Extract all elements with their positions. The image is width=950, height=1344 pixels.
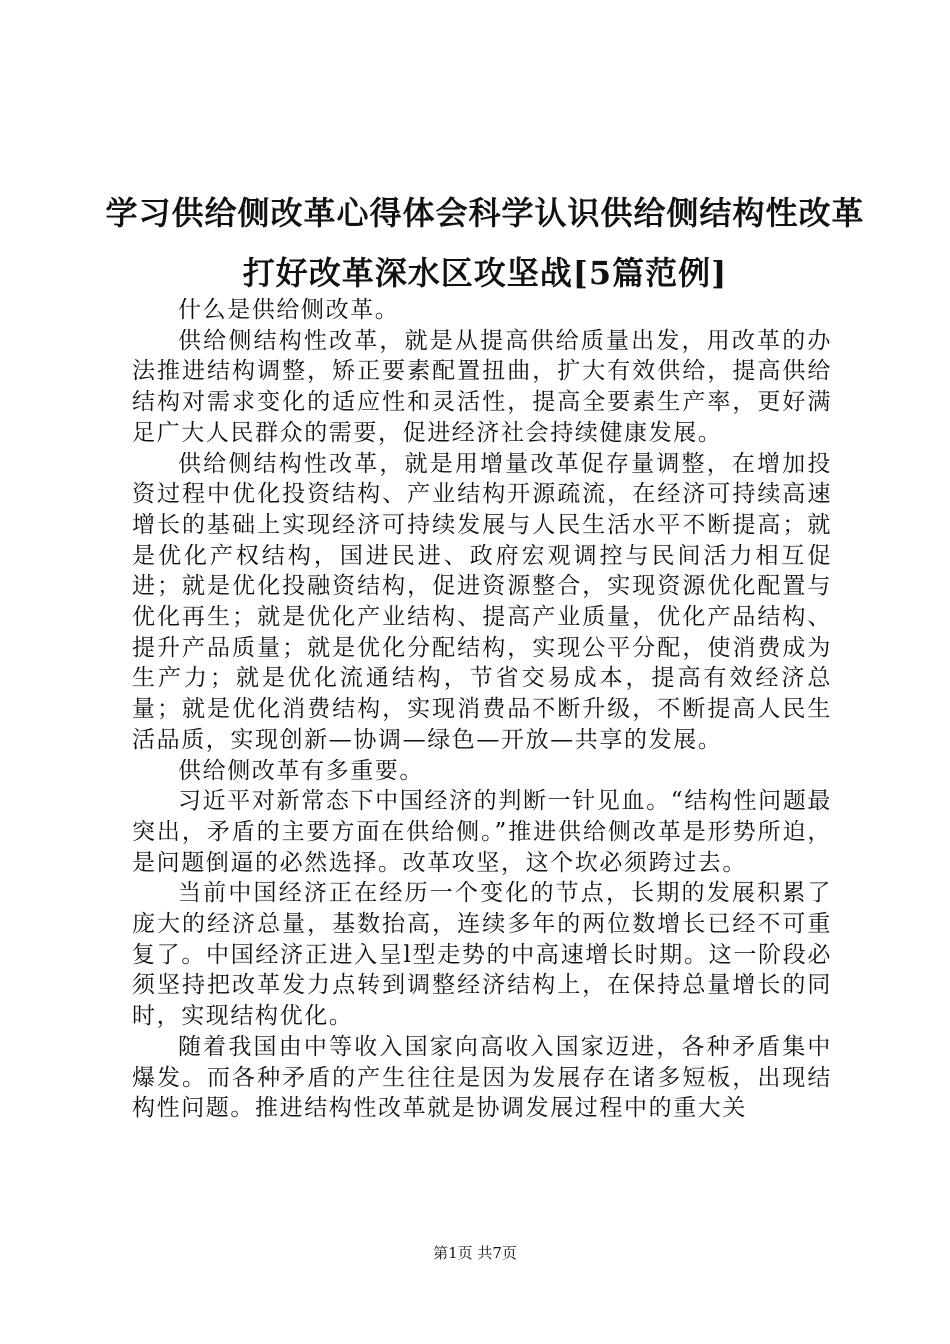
page-number-footer: 第1页 共7页	[433, 1244, 517, 1262]
paragraph: 当前中国经济正在经历一个变化的节点，长期的发展积累了庞大的经济总量，基数抬高，连续多年的两位数增长已经不可重复了。中国经济正进入呈l型走势的中高速增长时期。这一阶段必须坚持把改革发力点转到调整经济结构上，在保持总量增长的同时，实现结构优化。	[132, 880, 832, 1030]
document-title: 学习供给侧改革心得体会科学认识供给侧结构性改革打好改革深水区攻坚战[5篇范例]	[105, 194, 865, 292]
paragraph: 随着我国由中等收入国家向高收入国家迈进，各种矛盾集中爆发。而各种矛盾的产生往往是因为发展存在诸多短板，出现结构性问题。推进结构性改革就是协调发展过程中的重大关	[132, 1033, 832, 1122]
paragraph: 什么是供给侧改革。	[178, 297, 400, 323]
paragraph: 供给侧结构性改革，就是从提高供给质量出发，用改革的办法推进结构调整，矫正要素配置扭曲，扩大有效供给，提高供给结构对需求变化的适应性和灵活性，提高全要素生产率，更好满足广大人民群众的需要，促进经济社会持续健康发展。	[132, 327, 832, 446]
document-body	[132, 295, 832, 1124]
paragraph: 供给侧改革有多重要。	[178, 757, 424, 784]
paragraph: 供给侧结构性改革，就是用增量改革促存量调整，在增加投资过程中优化投资结构、产业结构开源疏流，在经济可持续高速增长的基础上实现经济可持续发展与人民生活水平不断提高；就是优化产权结构，国进民进、政府宏观调控与民间活力相互促进；就是优化投融资结构，促进资源整合，实现资源优化配置与优化再生；就是优化产业结构、提高产业质量，优化产品结构、提升产品质量；就是优化分配结构，实现公平分配，使消费成为生产力；就是优化流通结构，节省交易成本，提高有效经济总量；就是优化消费结构，实现消费品不断升级，不断提高人民生活品质，实现创新—协调—绿色—开放—共享的发展。	[132, 450, 832, 753]
paragraph: 习近平对新常态下中国经济的判断一针见血。“结构性问题最突出，矛盾的主要方面在供给侧。”推进供给侧改革是形势所迫，是问题倒逼的必然选择。改革攻坚，这个坎必须跨过去。	[132, 788, 832, 876]
